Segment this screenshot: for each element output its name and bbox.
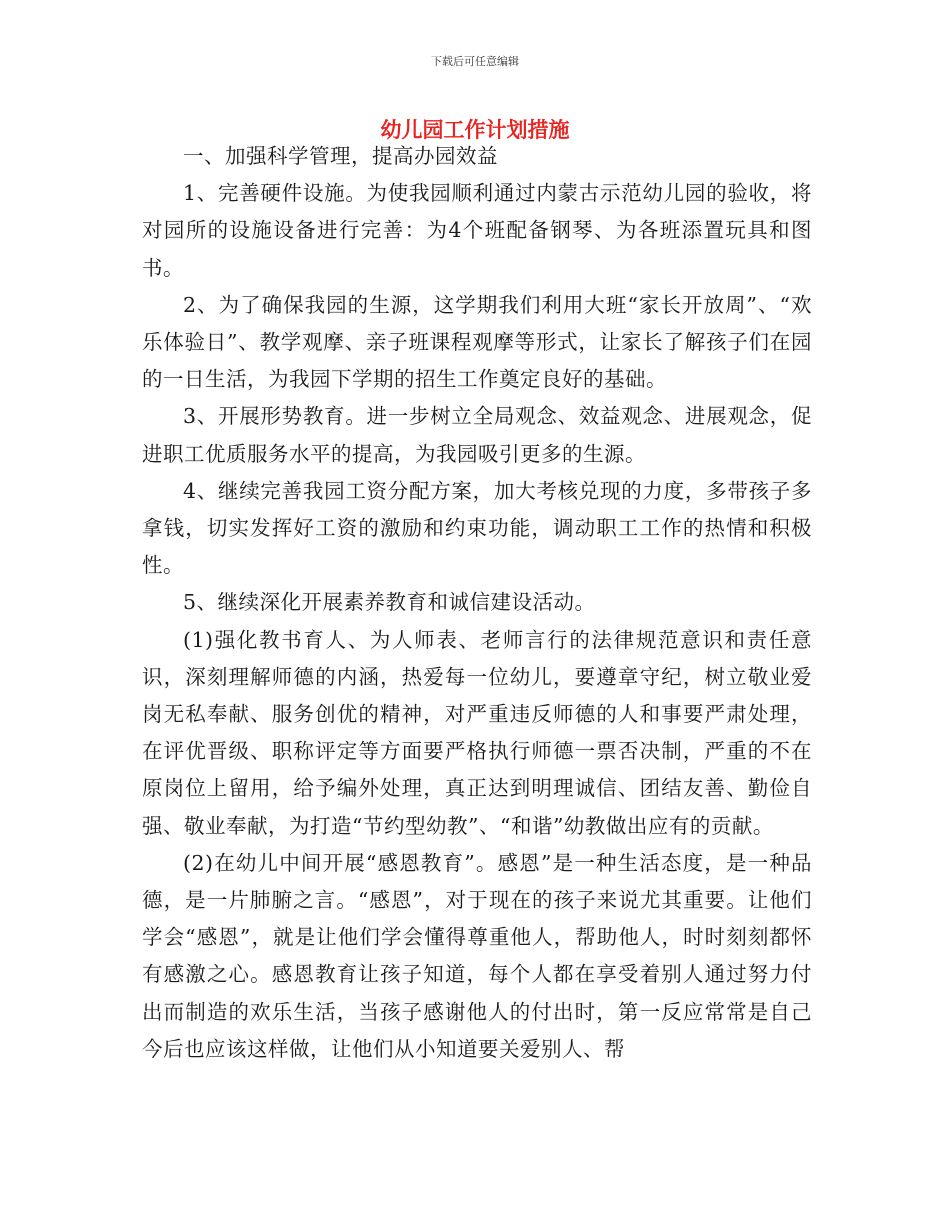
paragraph: 3、开展形势教育。进一步树立全局观念、效益观念、进展观念，促进职工优质服务水平的提高，为我园吸引更多的生源。 [142,404,812,466]
paragraph: 4、继续完善我园工资分配方案，加大考核兑现的力度，多带孩子多拿钱，切实发挥好工资的激励和约束功能，调动职工工作的热情和积极性。 [142,478,812,578]
document-title: 幼儿园工作计划措施 [380,118,570,142]
paragraph: (1)强化教书育人、为人师表、老师言行的法律规范意识和责任意识，深刻理解师德的内涵，热爱每一位幼儿，要遵章守纪，树立敬业爱岗无私奉献、服务创优的精神，对严重违反师德的人和事要严肃处理，在评优晋级、职称评定等方面要严格执行师德一票否决制，严重的不在原岗位上留用，给予编外处理，真正达到明理诚信、团结友善、勤俭自强、敬业奉献，为打造“节约型幼教”、“和谐”幼教做出应有的贡献。 [142,627,812,838]
paragraph: 1、完善硬件设施。为使我园顺利通过内蒙古示范幼儿园的验收，将对园所的设施设备进行完善：为4个班配备钢琴、为各班添置玩具和图书。 [142,181,812,280]
paragraph: 2、为了确保我园的生源，这学期我们利用大班“家长开放周”、“欢乐体验日”、教学观摩、亲子班课程观摩等形式，让家长了解孩子们在园的一日生活，为我园下学期的招生工作奠定良好的基础。 [142,292,812,392]
paragraph: (2)在幼儿中间开展“感恩教育”。感恩”是一种生活态度，是一种品德，是一片肺腑之言。“感恩”，对于现在的孩子来说尤其重要。让他们学会“感恩”，就是让他们学会懂得尊重他人，帮助他人，时时刻刻都怀有感激之心。感恩教育让孩子知道，每个人都在享受着别人通过努力付出而制造的欢乐生活，当孩子感谢他人的付出时，第一反应常常是自己今后也应该这样做，让他们从小知道要关爱别人、帮 [142,850,812,1061]
header-note: 下载后可任意编辑 [431,55,519,68]
document-body [142,138,812,1068]
paragraph: 5、继续深化开展素养教育和诚信建设活动。 [183,590,596,615]
section-heading: 一、加强科学管理，提高办园效益 [183,144,498,168]
